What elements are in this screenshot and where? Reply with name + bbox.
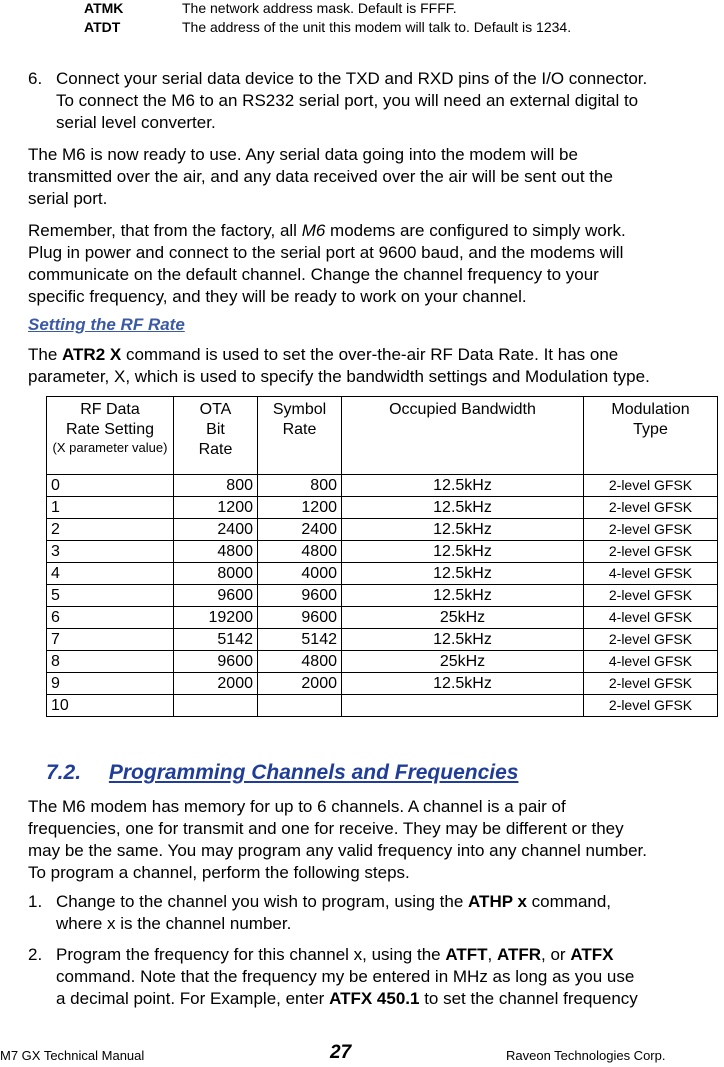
cell-rate-setting: 1 <box>47 497 174 519</box>
cell-occupied-bandwidth: 12.5kHz <box>342 475 584 497</box>
command-name: ATMK <box>84 0 124 16</box>
cell-occupied-bandwidth: 25kHz <box>342 651 584 673</box>
cell-occupied-bandwidth: 12.5kHz <box>342 519 584 541</box>
paragraph-line: The ATR2 X command is used to set the over-the-air RF Data Rate. It has one <box>28 345 619 364</box>
step-text-line: command. Note that the frequency my be entered in MHz as long as you use <box>56 967 635 986</box>
paragraph-line: To program a channel, perform the following steps. <box>28 863 410 882</box>
command-name: ATDT <box>84 19 121 35</box>
cell-modulation-type: 2-level GFSK <box>584 695 718 717</box>
step-number: 2. <box>28 945 43 964</box>
rf-rate-heading: Setting the RF Rate <box>28 315 185 334</box>
step-text-line: Program the frequency for this channel x, using the ATFT, ATFR, or ATFX <box>56 945 614 964</box>
step-text-line: a decimal point. For Example, enter ATFX 450.1 to set the channel frequency <box>56 989 638 1008</box>
command-atmk <box>84 0 704 18</box>
cell-modulation-type: 2-level GFSK <box>584 497 718 519</box>
step-2 <box>28 944 720 1010</box>
table-row <box>47 607 718 629</box>
cell-rate-setting: 7 <box>47 629 174 651</box>
cell-occupied-bandwidth: 12.5kHz <box>342 497 584 519</box>
paragraph-line: transmitted over the air, and any data received over the air will be sent out the <box>28 167 613 186</box>
step-text-line: serial level converter. <box>56 113 216 132</box>
paragraph-line: frequencies, one for transmit and one for receive. They may be different or they <box>28 819 624 838</box>
cell-modulation-type: 2-level GFSK <box>584 519 718 541</box>
cell-ota-bit-rate: 2400 <box>174 519 258 541</box>
command-atdt <box>84 19 704 37</box>
cell-symbol-rate: 800 <box>258 475 342 497</box>
cell-occupied-bandwidth: 12.5kHz <box>342 563 584 585</box>
step-text-line: Change to the channel you wish to program, using the ATHP x command, <box>56 892 612 911</box>
cell-symbol-rate: 4000 <box>258 563 342 585</box>
cell-symbol-rate: 1200 <box>258 497 342 519</box>
table-row <box>47 541 718 563</box>
cell-rate-setting: 9 <box>47 673 174 695</box>
paragraph-line: The M6 modem has memory for up to 6 channels. A channel is a pair of <box>28 797 566 816</box>
cell-ota-bit-rate: 19200 <box>174 607 258 629</box>
rf-rate-table <box>46 396 718 717</box>
step-number: 1. <box>28 892 43 911</box>
footer-company: Raveon Technologies Corp. <box>506 1048 666 1063</box>
cell-symbol-rate: 2400 <box>258 519 342 541</box>
paragraph-line: parameter, X, which is used to specify the bandwidth settings and Modulation type. <box>28 367 650 386</box>
paragraph-line: The M6 is now ready to use. Any serial data going into the modem will be <box>28 145 578 164</box>
header-ota-bit-rate: OTA Bit Rate <box>174 397 258 475</box>
cell-symbol-rate: 4800 <box>258 541 342 563</box>
cell-ota-bit-rate: 5142 <box>174 629 258 651</box>
header-occupied-bandwidth: Occupied Bandwidth <box>342 397 584 475</box>
command-description: The network address mask. Default is FFFF. <box>182 0 457 16</box>
cell-modulation-type: 4-level GFSK <box>584 563 718 585</box>
cell-rate-setting: 5 <box>47 585 174 607</box>
footer-page-number: 27 <box>330 1042 352 1063</box>
command-atft: ATFT <box>445 945 488 964</box>
cell-modulation-type: 4-level GFSK <box>584 607 718 629</box>
cell-rate-setting: 4 <box>47 563 174 585</box>
command-athp: ATHP x <box>468 892 527 911</box>
cell-modulation-type: 2-level GFSK <box>584 475 718 497</box>
step-6 <box>28 68 720 134</box>
command-atfx: ATFX <box>570 945 614 964</box>
table-row <box>47 475 718 497</box>
command-example: ATFX 450.1 <box>329 989 420 1008</box>
paragraph-line: Plug in power and connect to the serial port at 9600 baud, and the modems will <box>28 243 624 262</box>
cell-ota-bit-rate: 800 <box>174 475 258 497</box>
paragraph-remember <box>28 220 720 308</box>
cell-symbol-rate: 5142 <box>258 629 342 651</box>
cell-occupied-bandwidth <box>342 695 584 717</box>
cell-rate-setting: 6 <box>47 607 174 629</box>
cell-modulation-type: 4-level GFSK <box>584 651 718 673</box>
header-rf-data-rate: RF Data Rate Setting (X parameter value) <box>47 397 174 475</box>
cell-ota-bit-rate: 2000 <box>174 673 258 695</box>
cell-ota-bit-rate: 8000 <box>174 563 258 585</box>
cell-ota-bit-rate <box>174 695 258 717</box>
cell-symbol-rate: 9600 <box>258 585 342 607</box>
cell-ota-bit-rate: 4800 <box>174 541 258 563</box>
cell-symbol-rate <box>258 695 342 717</box>
cell-symbol-rate: 4800 <box>258 651 342 673</box>
paragraph-line: serial port. <box>28 189 108 208</box>
cell-ota-bit-rate: 9600 <box>174 651 258 673</box>
command-atr2: ATR2 X <box>62 345 122 364</box>
cell-symbol-rate: 2000 <box>258 673 342 695</box>
cell-occupied-bandwidth: 12.5kHz <box>342 673 584 695</box>
section-heading <box>46 761 518 785</box>
cell-ota-bit-rate: 1200 <box>174 497 258 519</box>
step-number: 6. <box>28 69 43 88</box>
paragraph-line: specific frequency, and they will be ready to work on your channel. <box>28 287 527 306</box>
cell-ota-bit-rate: 9600 <box>174 585 258 607</box>
table-header-row <box>47 397 718 475</box>
cell-rate-setting: 8 <box>47 651 174 673</box>
paragraph-line: communicate on the default channel. Change the channel frequency to your <box>28 265 599 284</box>
section-number: 7.2. <box>46 761 82 784</box>
table-row <box>47 629 718 651</box>
footer-manual-title: M7 GX Technical Manual <box>0 1048 145 1063</box>
table-row <box>47 563 718 585</box>
paragraph-line: may be the same. You may program any valid frequency into any channel number. <box>28 841 647 860</box>
step-text-line: where x is the channel number. <box>56 914 292 933</box>
cell-rate-setting: 3 <box>47 541 174 563</box>
model-name: M6 <box>301 221 326 240</box>
paragraph-atr2 <box>28 344 722 388</box>
table-row <box>47 651 718 673</box>
cell-occupied-bandwidth: 25kHz <box>342 607 584 629</box>
cell-modulation-type: 2-level GFSK <box>584 629 718 651</box>
step-text-line: Connect your serial data device to the TXD and RXD pins of the I/O connector. <box>56 69 648 88</box>
command-description: The address of the unit this modem will talk to. Default is 1234. <box>182 19 572 35</box>
table-row <box>47 585 718 607</box>
cell-occupied-bandwidth: 12.5kHz <box>342 541 584 563</box>
header-symbol-rate: Symbol Rate <box>258 397 342 475</box>
table-row <box>47 673 718 695</box>
table-row <box>47 695 718 717</box>
cell-rate-setting: 2 <box>47 519 174 541</box>
cell-modulation-type: 2-level GFSK <box>584 585 718 607</box>
cell-symbol-rate: 9600 <box>258 607 342 629</box>
command-atfr: ATFR <box>496 945 542 964</box>
paragraph-memory <box>28 796 724 884</box>
step-1 <box>28 891 720 935</box>
cell-rate-setting: 0 <box>47 475 174 497</box>
table-row <box>47 497 718 519</box>
cell-occupied-bandwidth: 12.5kHz <box>342 629 584 651</box>
section-title: Programming Channels and Frequencies <box>108 761 519 784</box>
cell-rate-setting: 10 <box>47 695 174 717</box>
paragraph-line: Remember, that from the factory, all M6 modems are configured to simply work. <box>28 221 626 240</box>
cell-modulation-type: 2-level GFSK <box>584 673 718 695</box>
cell-modulation-type: 2-level GFSK <box>584 541 718 563</box>
table-row <box>47 519 718 541</box>
paragraph-ready <box>28 144 720 210</box>
header-modulation-type: Modulation Type <box>584 397 718 475</box>
step-text-line: To connect the M6 to an RS232 serial port, you will need an external digital to <box>56 91 639 110</box>
cell-occupied-bandwidth: 12.5kHz <box>342 585 584 607</box>
